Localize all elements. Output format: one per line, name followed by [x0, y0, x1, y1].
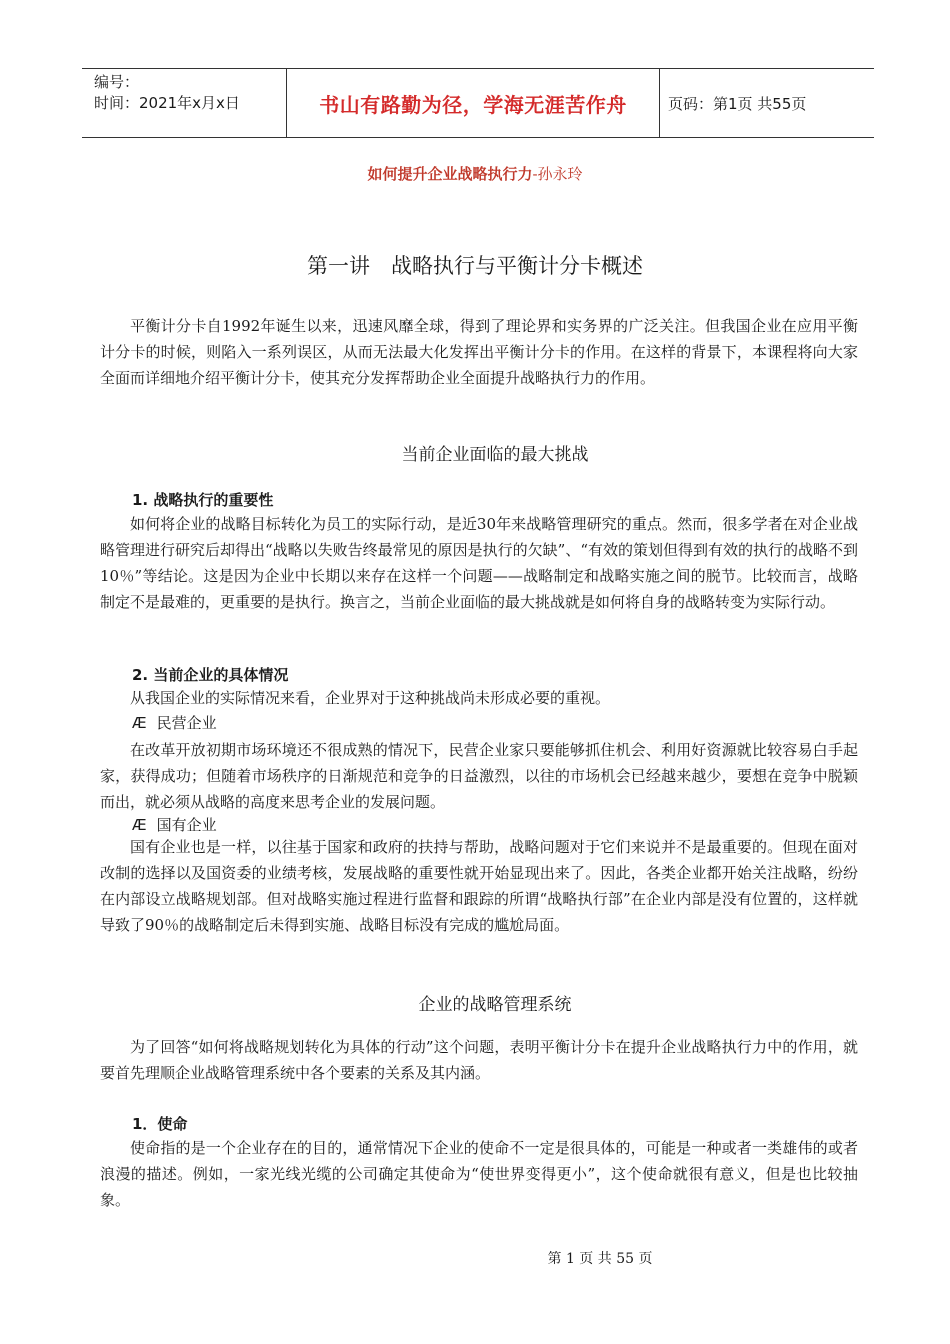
- section-heading-strategy-system: 企业的战略管理系统: [418, 995, 572, 1015]
- subheading-current-situation: 2. 当前企业的具体情况: [132, 666, 289, 684]
- section-heading-challenge: 当前企业面临的最大挑战: [401, 445, 589, 465]
- paragraph-strategy-system: 为了回答“如何将战略规划转化为具体的行动”这个问题，表明平衡计分卡在提升企业战略执行力中的作用，就要首先理顺企业战略管理系统中各个要素的关系及其内涵。: [100, 1038, 858, 1082]
- intro-paragraph: 平衡计分卡自1992年诞生以来，迅速风靡全球，得到了理论界和实务界的广泛关注。但我国企业在应用平衡计分卡的时候，则陷入一系列误区，从而无法最大化发挥出平衡计分卡的作用。在这样的背景下，本课程将向大家全面而详细地介绍平衡计分卡，使其充分发挥帮助企业全面提升战略执行力的作用。: [100, 317, 858, 387]
- bullet-label: 国有企业: [156, 816, 217, 834]
- page-header: [82, 68, 874, 138]
- time-label: 时间：2021年x月x日: [94, 94, 240, 112]
- bullet-mark: Æ: [132, 816, 147, 834]
- document-author: -孙永玲: [532, 165, 583, 183]
- bullet-mark: Æ: [132, 714, 147, 732]
- number-label: 编号：: [94, 73, 140, 91]
- paragraph-execution-importance: 如何将企业的战略目标转化为员工的实际行动，是近30年来战略管理研究的重点。然而，很多学者在对企业战略管理进行研究后却得出“战略以失败告终最常见的原因是执行的欠缺”、“有效的策划但得到有效的执行的战略不到10％”等结论。这是因为企业中长期以来存在这样一个问题——战略制定和战略实施之间的脱节。比较而言，战略制定不是最难的，更重要的是执行。换言之，当前企业面临的最大挑战就是如何将自身的战略转变为实际行动。: [100, 515, 859, 611]
- paragraph-mission: 使命指的是一个企业存在的目的，通常情况下企业的使命不一定是很具体的，可能是一种或者一类雄伟的或者浪漫的描述。例如，一家光线光缆的公司确定其使命为“使世界变得更小”，这个使命就很有意义，但是也比较抽象。: [100, 1139, 858, 1209]
- document-title: [0, 163, 950, 184]
- header-motto-cell: [286, 69, 660, 137]
- paragraph-state-enterprise: 国有企业也是一样，以往基于国家和政府的扶持与帮助，战略问题对于它们来说并不是最重要的。但现在面对改制的选择以及国资委的业绩考核，发展战略的重要性就开始显现出来了。因此，各类企业都开始关注战略，纷纷在内部设立战略规划部。但对战略实施过程进行监督和跟踪的所谓“战略执行部”在企业内部是没有位置的，这样就导致了90％的战略制定后未得到实施、战略目标没有完成的尴尬局面。: [100, 838, 858, 934]
- header-page-info: [660, 69, 874, 137]
- header-meta: [82, 69, 286, 137]
- subheading-mission: 1．使命: [132, 1115, 188, 1133]
- lecture-title: 第一讲 战略执行与平衡计分卡概述: [307, 254, 643, 278]
- motto: 书山有路勤为径，学海无涯苦作舟: [319, 92, 627, 117]
- bullet-state-enterprise: [132, 814, 217, 835]
- document-title-main: 如何提升企业战略执行力: [367, 165, 533, 183]
- bullet-label: 民营企业: [156, 714, 217, 732]
- page-footer: 第 1 页 共 55 页: [547, 1251, 653, 1267]
- paragraph-current-situation: 从我国企业的实际情况来看，企业界对于这种挑战尚未形成必要的重视。: [130, 689, 611, 707]
- page-info: 页码：第1页 共55页: [668, 94, 807, 113]
- paragraph-private-enterprise: 在改革开放初期市场环境还不很成熟的情况下，民营企业家只要能够抓住机会、利用好资源就比较容易白手起家，获得成功；但随着市场秩序的日渐规范和竞争的日益激烈，以往的市场机会已经越来越少，要想在竞争中脱颖而出，就必须从战略的高度来思考企业的发展问题。: [100, 741, 858, 811]
- bullet-private-enterprise: [132, 712, 217, 733]
- subheading-execution-importance: 1. 战略执行的重要性: [132, 491, 274, 509]
